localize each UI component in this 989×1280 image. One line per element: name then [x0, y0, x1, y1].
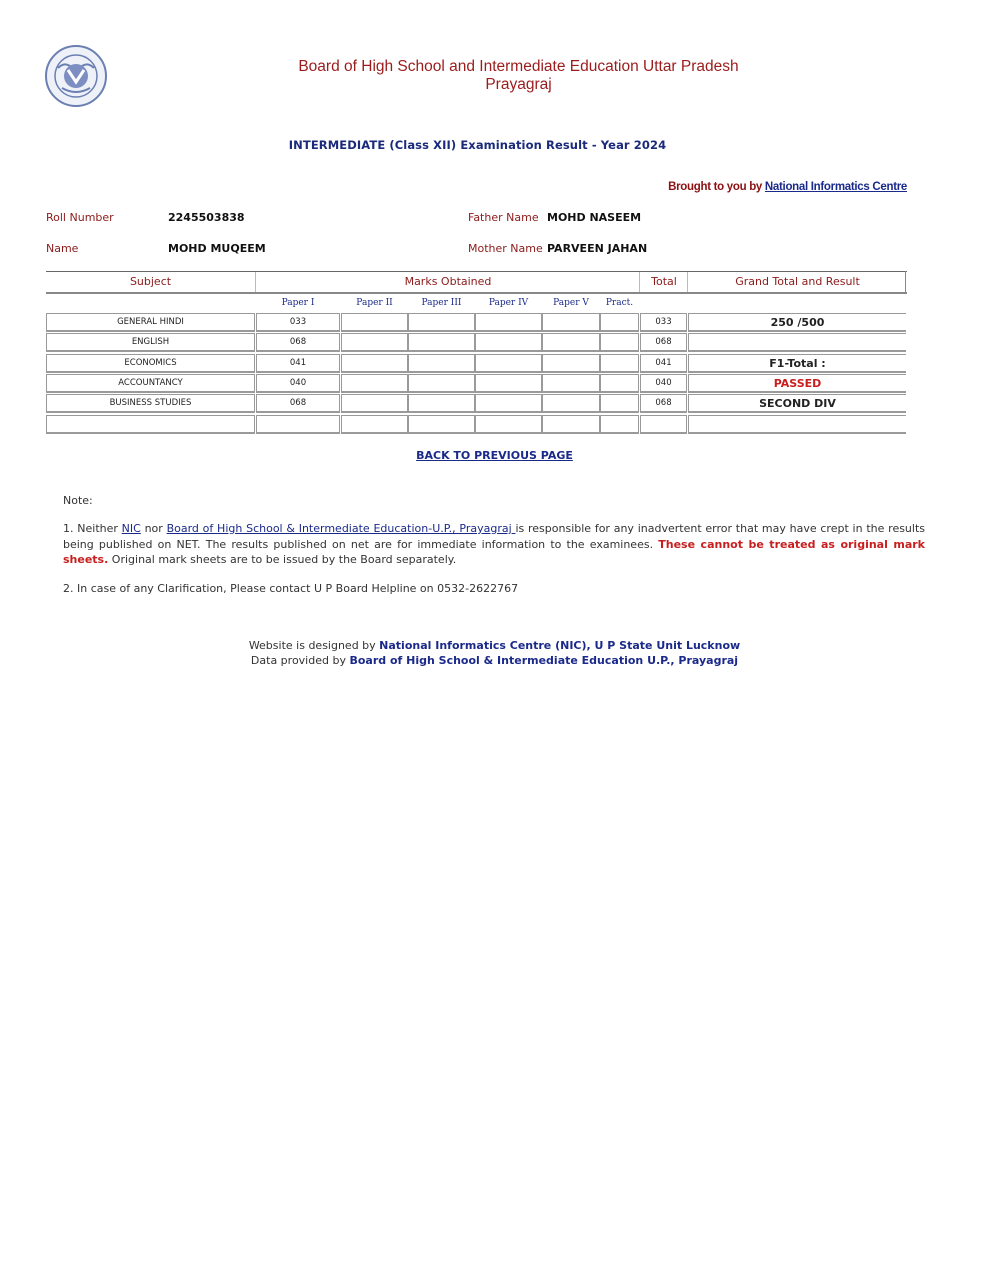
subheader-paper-5: Paper V — [553, 298, 589, 308]
brought-to-you — [668, 181, 907, 193]
cell-paper-1: 068 — [256, 333, 340, 352]
footer-designed-by: Website is designed by — [248, 639, 380, 652]
cell-paper-3 — [408, 354, 475, 373]
header-total: Total — [639, 272, 688, 292]
cell-paper-5 — [542, 415, 600, 434]
footer-line-1 — [0, 639, 989, 652]
subheader-paper-4: Paper IV — [488, 298, 529, 308]
cell-subject: ACCOUNTANCY — [46, 374, 255, 393]
cell-paper-2 — [341, 313, 408, 332]
cell-subject: ECONOMICS — [46, 354, 255, 373]
cell-practical — [600, 394, 639, 413]
cell-grand-total — [688, 333, 906, 352]
roll-number-label: Roll Number — [46, 211, 114, 224]
mother-name-value: PARVEEN JAHAN — [547, 242, 648, 255]
cell-subject: BUSINESS STUDIES — [46, 394, 255, 413]
cell-grand-total: 250 /500 — [688, 313, 906, 332]
cell-practical — [600, 333, 639, 352]
cell-paper-2 — [341, 333, 408, 352]
cell-total — [640, 415, 687, 434]
name-value: MOHD MUQEEM — [168, 242, 266, 255]
cell-paper-3 — [408, 374, 475, 393]
cell-paper-2 — [341, 394, 408, 413]
cell-paper-3 — [408, 394, 475, 413]
cell-paper-1: 033 — [256, 313, 340, 332]
back-to-previous-page-link[interactable]: BACK TO PREVIOUS PAGE — [416, 449, 573, 462]
father-name-label: Father Name — [468, 211, 539, 224]
board-note-link[interactable]: Board of High School & Intermediate Education-U.P., Prayagraj — [166, 522, 516, 535]
cell-paper-4 — [475, 354, 542, 373]
back-link-container — [0, 449, 989, 462]
exam-title: INTERMEDIATE (Class XII) Examination Result - Year 2024 — [288, 138, 667, 152]
note-1-warning: These cannot be treated as original mark sheets. — [63, 537, 925, 566]
note-title: Note: — [63, 494, 93, 507]
subheader-paper-2: Paper II — [356, 298, 393, 308]
brought-prefix: Brought to you by — [668, 181, 765, 193]
footer-data-by: Data provided by — [250, 654, 350, 667]
cell-paper-1: 068 — [256, 394, 340, 413]
subheader-practical: Pract. — [605, 298, 634, 308]
board-title-line1: Board of High School and Intermediate Education Uttar Pradesh — [298, 58, 739, 75]
cell-grand-total: PASSED — [688, 374, 906, 393]
cell-paper-3 — [408, 333, 475, 352]
note-2: 2. In case of any Clarification, Please contact U P Board Helpline on 0532-2622767 — [63, 582, 519, 595]
nic-note-link[interactable]: NIC — [121, 522, 141, 535]
cell-practical — [600, 354, 639, 373]
cell-practical — [600, 374, 639, 393]
subheader-paper-1: Paper I — [281, 298, 315, 308]
cell-grand-total: SECOND DIV — [688, 394, 906, 413]
cell-paper-5 — [542, 354, 600, 373]
cell-paper-2 — [341, 374, 408, 393]
roll-number-value: 2245503838 — [168, 211, 245, 224]
cell-paper-1: 040 — [256, 374, 340, 393]
cell-subject: GENERAL HINDI — [46, 313, 255, 332]
cell-total: 068 — [640, 333, 687, 352]
cell-grand-total: F1-Total : — [688, 354, 906, 373]
cell-paper-5 — [542, 333, 600, 352]
cell-paper-4 — [475, 374, 542, 393]
footer-line-2 — [0, 654, 989, 667]
footer-nic: National Informatics Centre (NIC), U P State Unit Lucknow — [379, 639, 741, 652]
cell-practical — [600, 313, 639, 332]
cell-subject: ENGLISH — [46, 333, 255, 352]
cell-total: 040 — [640, 374, 687, 393]
table-header-rule — [46, 292, 907, 294]
cell-practical — [600, 415, 639, 434]
note-1-a: 1. Neither — [63, 522, 122, 535]
cell-paper-4 — [475, 415, 542, 434]
cell-paper-4 — [475, 333, 542, 352]
nic-link[interactable]: National Informatics Centre — [764, 181, 907, 193]
father-name-value: MOHD NASEEM — [547, 211, 642, 224]
cell-paper-2 — [341, 415, 408, 434]
cell-paper-4 — [475, 394, 542, 413]
cell-total: 033 — [640, 313, 687, 332]
note-1-b: nor — [140, 522, 167, 535]
cell-total: 041 — [640, 354, 687, 373]
name-label: Name — [46, 242, 79, 255]
header-marks-obtained: Marks Obtained — [255, 272, 640, 292]
cell-paper-3 — [408, 415, 475, 434]
cell-paper-1: 041 — [256, 354, 340, 373]
header-grand-total: Grand Total and Result — [687, 272, 907, 292]
note-1-d: Original mark sheets are to be issued by the Board separately. — [108, 553, 457, 566]
cell-paper-3 — [408, 313, 475, 332]
note-1 — [63, 521, 925, 568]
cell-subject — [46, 415, 255, 434]
header-subject: Subject — [129, 275, 172, 288]
cell-total: 068 — [640, 394, 687, 413]
board-title — [0, 58, 989, 94]
cell-paper-5 — [542, 394, 600, 413]
mother-name-label: Mother Name — [468, 242, 543, 255]
note-1-c: is responsible for any inadvertent error that may have crept in the results being published on NET. The results published on net are for immediate information to the examinees. — [63, 522, 926, 551]
cell-grand-total — [688, 415, 906, 434]
subheader-paper-3: Paper III — [421, 298, 462, 308]
cell-paper-1 — [256, 415, 340, 434]
cell-paper-5 — [542, 374, 600, 393]
cell-paper-5 — [542, 313, 600, 332]
cell-paper-4 — [475, 313, 542, 332]
footer-board: Board of High School & Intermediate Education U.P., Prayagraj — [349, 654, 739, 667]
board-title-line2: Prayagraj — [485, 76, 552, 93]
cell-paper-2 — [341, 354, 408, 373]
